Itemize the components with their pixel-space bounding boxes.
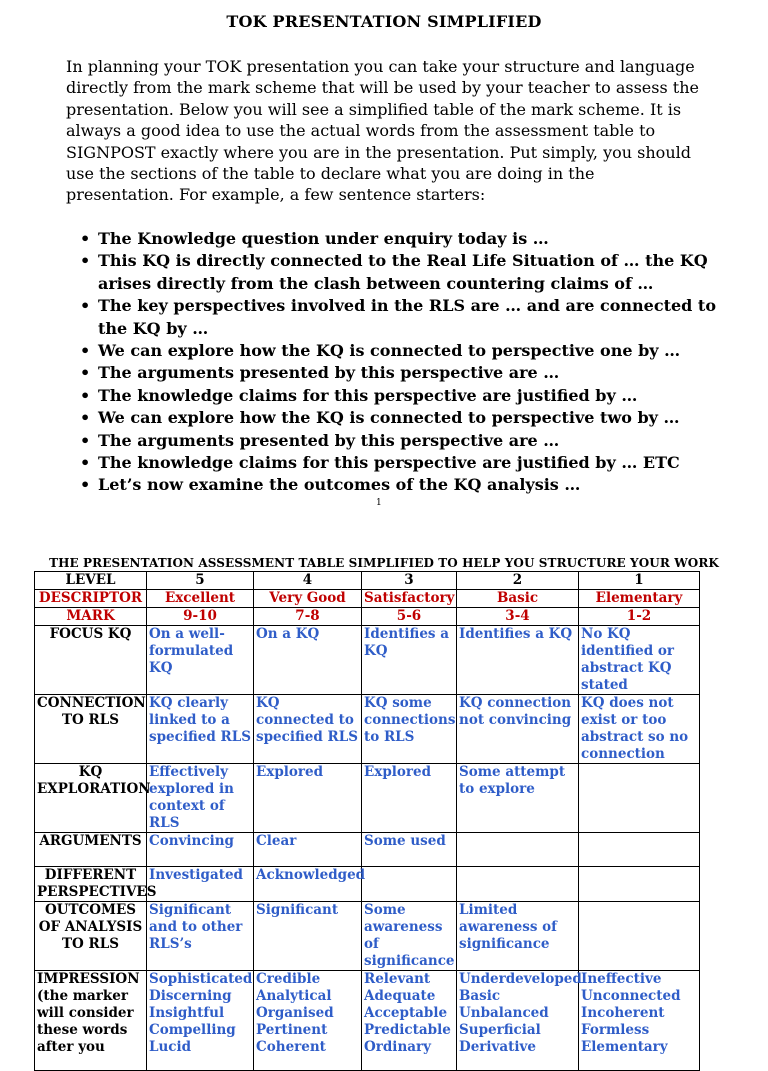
table-cell: Significant and to other RLS’s: [147, 902, 254, 971]
table-cell: Identifies a KQ: [457, 626, 579, 695]
table-cell: [457, 833, 579, 867]
table-cell: Relevant Adequate Acceptable Predictable Ordinary: [362, 971, 457, 1071]
row-label: FOCUS KQ: [35, 626, 147, 695]
table-cell: KQ does not exist or too abstract so no connection: [579, 695, 700, 764]
table-cell: KQ clearly linked to a specified RLS: [147, 695, 254, 764]
page-number: 1: [376, 498, 382, 508]
table-cell: Convincing: [147, 833, 254, 867]
table-cell: [579, 902, 700, 971]
table-cell: MARK: [35, 608, 147, 626]
table-row-arguments: [35, 833, 700, 867]
table-cell: [579, 867, 700, 902]
table-cell: LEVEL: [35, 572, 147, 590]
row-label: CONNECTION TO RLS: [35, 695, 147, 764]
table-cell: Identifies a KQ: [362, 626, 457, 695]
table-cell: Effectively explored in context of RLS: [147, 764, 254, 833]
table-cell: [457, 867, 579, 902]
table-cell: 7-8: [254, 608, 362, 626]
table-cell: Ineffective Unconnected Incoherent Formless Elementary: [579, 971, 700, 1071]
table-cell: Acknowledged: [254, 867, 362, 902]
table-cell: 5-6: [362, 608, 457, 626]
table-cell: No KQ identified or abstract KQ stated: [579, 626, 700, 695]
table-cell: Sophisticated Discerning Insightful Compelling Lucid: [147, 971, 254, 1071]
table-cell: On a KQ: [254, 626, 362, 695]
sentence-starters-list: [80, 228, 720, 497]
table-cell: Explored: [362, 764, 457, 833]
table-cell: Basic: [457, 590, 579, 608]
table-row-focus-kq: [35, 626, 700, 695]
list-item: • The arguments presented by this perspective are …: [80, 430, 720, 452]
table-cell: Underdeveloped Basic Unbalanced Superficial Derivative: [457, 971, 579, 1071]
page-title: TOK PRESENTATION SIMPLIFIED: [226, 12, 542, 31]
table-cell: Explored: [254, 764, 362, 833]
table-cell: Some attempt to explore: [457, 764, 579, 833]
table-cell: 5: [147, 572, 254, 590]
list-item: • We can explore how the KQ is connected to perspective one by …: [80, 340, 720, 362]
table-cell: Clear: [254, 833, 362, 867]
assessment-table: [34, 571, 700, 1071]
list-item: • The key perspectives involved in the RLS are … and are connected to the KQ by …: [80, 295, 720, 340]
list-item: • The Knowledge question under enquiry today is …: [80, 228, 720, 250]
table-cell: KQ some connections to RLS: [362, 695, 457, 764]
table-cell: Significant: [254, 902, 362, 971]
row-label: OUTCOMES OF ANALYSIS TO RLS: [35, 902, 147, 971]
table-cell: Elementary: [579, 590, 700, 608]
table-title: THE PRESENTATION ASSESSMENT TABLE SIMPLIFIED TO HELP YOU STRUCTURE YOUR WORK: [49, 556, 719, 570]
table-row-perspectives: [35, 867, 700, 902]
list-item: • The arguments presented by this perspective are …: [80, 362, 720, 384]
row-label: IMPRESSION (the marker will consider these words after you: [35, 971, 147, 1071]
list-item: • The knowledge claims for this perspective are justified by …: [80, 385, 720, 407]
list-item: • Let’s now examine the outcomes of the KQ analysis …: [80, 474, 720, 496]
table-cell: 1-2: [579, 608, 700, 626]
table-row-level: [35, 572, 700, 590]
row-label: KQ EXPLORATION: [35, 764, 147, 833]
table-cell: Limited awareness of significance: [457, 902, 579, 971]
table-cell: 3: [362, 572, 457, 590]
table-cell: Investigated: [147, 867, 254, 902]
table-cell: 9-10: [147, 608, 254, 626]
table-cell: KQ connection not convincing: [457, 695, 579, 764]
table-row-exploration: [35, 764, 700, 833]
table-cell: 3-4: [457, 608, 579, 626]
row-label: ARGUMENTS: [35, 833, 147, 867]
table-cell: Some awareness of significance: [362, 902, 457, 971]
table-row-impression: [35, 971, 700, 1071]
list-item: • We can explore how the KQ is connected to perspective two by …: [80, 407, 720, 429]
table-cell: 4: [254, 572, 362, 590]
table-cell: [362, 867, 457, 902]
table-cell: [579, 764, 700, 833]
list-item: • The knowledge claims for this perspective are justified by … ETC: [80, 452, 720, 474]
table-cell: On a well-formulated KQ: [147, 626, 254, 695]
table-cell: DESCRIPTOR: [35, 590, 147, 608]
table-cell: Credible Analytical Organised Pertinent Coherent: [254, 971, 362, 1071]
table-row-outcomes: [35, 902, 700, 971]
intro-paragraph: In planning your TOK presentation you can take your structure and language directly from the mark scheme that will be used by your teacher to assess the presentation. Below you will see a simplified table of the mark scheme. It is always a good idea to use the actual words from the assessment table to SIGNPOST exactly where you are in the presentation. Put simply, you should use the sections of the table to declare what you are doing in the presentation. For example, a few sentence starters:: [66, 57, 699, 205]
table-cell: [579, 833, 700, 867]
table-cell: Excellent: [147, 590, 254, 608]
table-row-connection: [35, 695, 700, 764]
table-cell: KQ connected to specified RLS: [254, 695, 362, 764]
table-cell: Satisfactory: [362, 590, 457, 608]
list-item: • This KQ is directly connected to the Real Life Situation of … the KQ arises directly from the clash between countering claims of …: [80, 250, 720, 295]
table-row-mark: [35, 608, 700, 626]
row-label: DIFFERENT PERSPECTIVES: [35, 867, 147, 902]
table-cell: Very Good: [254, 590, 362, 608]
table-cell: 2: [457, 572, 579, 590]
table-cell: 1: [579, 572, 700, 590]
table-row-descriptor: [35, 590, 700, 608]
table-cell: Some used: [362, 833, 457, 867]
